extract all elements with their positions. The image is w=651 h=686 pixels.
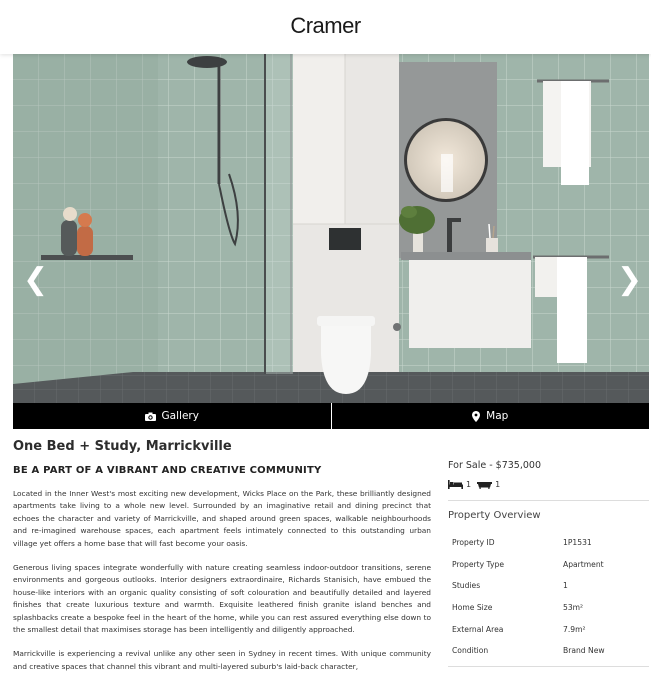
carousel-prev-button[interactable] bbox=[23, 262, 49, 298]
map-button[interactable] bbox=[331, 403, 650, 429]
bathroom-photo bbox=[13, 54, 649, 403]
map-label: Map bbox=[486, 410, 509, 422]
overview-row bbox=[448, 597, 649, 619]
feature-counts bbox=[448, 480, 649, 489]
map-pin-icon bbox=[472, 411, 480, 422]
overview-value: 1 bbox=[563, 581, 568, 591]
listing-title: One Bed + Study, Marrickville bbox=[13, 439, 232, 454]
bed-icon bbox=[448, 480, 463, 489]
chevron-left-icon: ❮ bbox=[23, 262, 49, 297]
listing-headline: BE A PART OF A VIBRANT AND CREATIVE COMMUNITY bbox=[13, 465, 322, 476]
bath-count: 1 bbox=[495, 480, 501, 489]
overview-value: 1P1531 bbox=[563, 538, 592, 548]
description-paragraph: Located in the Inner West's most exciting new development, Wicks Place on the Park, these brilliantly designed apartments take living to a whole new level. Surrounded by an imaginative retail and dining precinct that echoes the character and variety of Marrickville, and shaped around green spaces, walkable neighbourhoods and re-imagined warehouse spaces, each apartment feels intimately connected to this outstanding urban village yet offers a home base that will fast become your oasis. bbox=[13, 489, 431, 548]
media-tabs bbox=[13, 403, 649, 429]
overview-value: Brand New bbox=[563, 646, 605, 656]
carousel-next-button[interactable] bbox=[617, 262, 643, 298]
overview-title: Property Overview bbox=[448, 510, 541, 521]
overview-key: External Area bbox=[452, 624, 504, 634]
overview-table bbox=[448, 532, 649, 662]
brand-logo[interactable]: Cramer bbox=[290, 13, 361, 38]
section-divider bbox=[448, 666, 649, 667]
overview-row bbox=[448, 532, 649, 554]
overview-key: Condition bbox=[452, 646, 489, 656]
overview-row bbox=[448, 554, 649, 576]
camera-icon bbox=[145, 412, 156, 421]
overview-key: Property Type bbox=[452, 559, 504, 569]
gallery-button[interactable] bbox=[13, 403, 331, 429]
overview-value: Apartment bbox=[563, 559, 604, 569]
description-paragraph: Generous living spaces integrate wonderfully with nature creating seamless indoor-outdoor transitions, serene environments and gorgeous outlooks. Interior designers extraordinaire, Richards Stanisich, have embued the house-like interiors with an organic quality consisting of soft colouration and beautifully detailed and layered finishes that create luxurious texture and warmth. Exquisite leathered finish granite island benches and splashbacks create a bespoke feel in the heart of the home, while you can rest assured everything else down to the smallest detail that maximises storage has been intelligently and diligently approached. bbox=[13, 563, 431, 635]
overview-row bbox=[448, 640, 649, 662]
overview-key: Property ID bbox=[452, 538, 495, 548]
overview-value: 53m² bbox=[563, 603, 584, 613]
bath-icon bbox=[477, 481, 492, 489]
overview-value: 7.9m² bbox=[563, 624, 586, 634]
property-photo bbox=[13, 54, 649, 403]
chevron-right-icon: ❯ bbox=[617, 262, 643, 297]
sale-price: For Sale - $735,000 bbox=[448, 460, 541, 471]
site-header bbox=[0, 0, 651, 54]
overview-key: Home Size bbox=[452, 603, 493, 613]
overview-row bbox=[448, 575, 649, 597]
listing-description bbox=[13, 488, 431, 685]
overview-row bbox=[448, 618, 649, 640]
bed-count: 1 bbox=[466, 480, 472, 489]
gallery-label: Gallery bbox=[161, 410, 199, 422]
description-paragraph: Marrickville is experiencing a revival unlike any other seen in Sydney in recent times. With unique community and creative spaces that channel this vibrant and multi-layered suburb's laid-back character, bbox=[13, 649, 431, 671]
section-divider bbox=[448, 500, 649, 501]
property-sidebar bbox=[448, 458, 649, 667]
overview-key: Studies bbox=[452, 581, 481, 591]
